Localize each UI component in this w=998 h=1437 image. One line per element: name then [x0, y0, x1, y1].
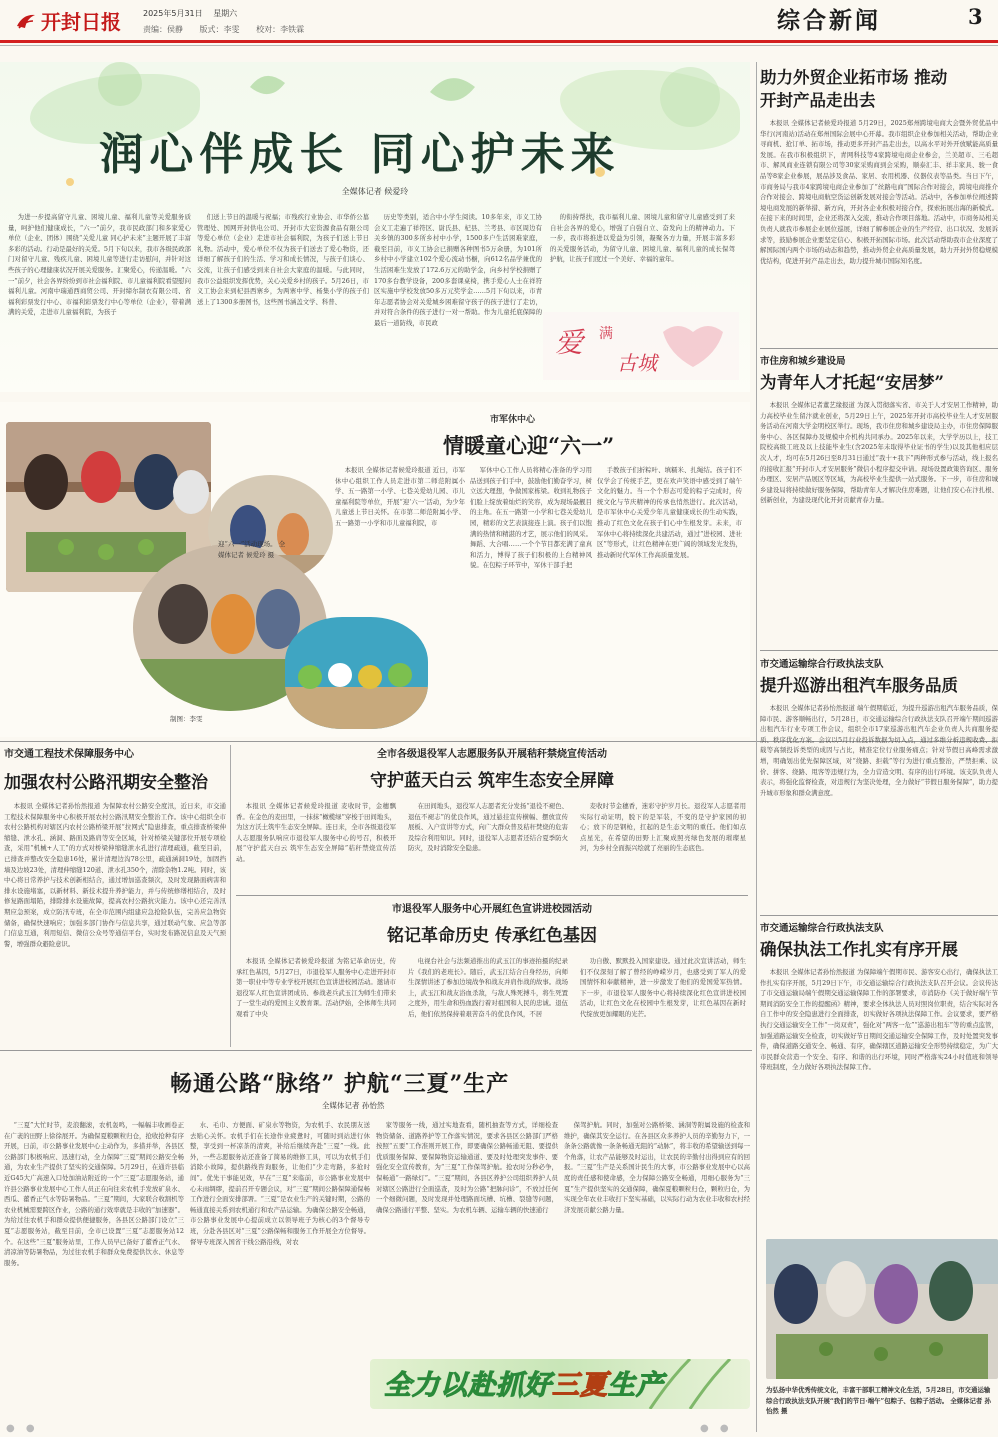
paragraph: 历史等类别，适合中小学生阅读。10多年来，市义工协会义工走遍了祥符区、尉氏县、杞县、兰考县、市区周边有关乡镇的300多所乡村中小学，1500多户生活困难家庭，截至目前，市义工协会已捐赠各种图书5万余册，为101所乡村中小学建立102个爱心流动书橱，向612名品学兼优的生活困难生发放了172.6万元的助学金，向乡村学校捐赠了170多台教学设备，200多套课桌椅，携手爱心人士在祥符区实施中学校发放50多万元奖学金……5月下旬以来，市青年志愿者协会对关爱城乡困难留守孩子的孩子进行了走访，并对符合条件的孩子进行一对一帮助。作为儿童托底保障的最后一道防线，市民政 [374, 213, 542, 327]
story-kicker: 全市各级退役军人志愿服务队开展秸秆禁烧宣传活动 [377, 749, 607, 760]
story-kicker: 市交通运输综合行政执法支队 [760, 659, 884, 670]
bottom-col-3 [376, 1120, 558, 1355]
story-col-3 [580, 956, 746, 1020]
paragraph: 军休中心工作人员将精心准备的学习用品送到孩子们手中，鼓励他们勤奋学习，树立远大理想，争做国家栋梁。收到礼物孩子们脸上绽放着灿烂的笑容，成为现场最靓目的主角。在五一路第一小学和七巷关爱幼儿园，精彩的文艺表演接连上演。孩子们以饱满的热情和精湛的才艺，展示他们的风采。舞蹈、大合唱……一个个节目都充满了童真和活力，博得了孩子们积极的上台精神风貌。在包粽子环节中，军休干部手把 [470, 466, 592, 570]
paragraph: 手教孩子们折粽叶、填糯米、扎绳结。孩子们不仅学会了传统手艺，更在欢声笑语中感受到了端午文化的魅力。当一个个形态可爱的粽子完成时，传统文化与节庆精神的传承也悄然进行。此次活动，是市军休中心关爱少年儿童健康成长的生动实践，推动了红色文化在孩子们心中生根发芽。未来，市军休中心将持续深化共建活动，通过“进校园、进社区”等形式，让红色精神在更广阔的领域发光发热，推动新时代军休工作高质量发展。 [597, 466, 742, 559]
editor: 责编：侯静 [143, 25, 183, 34]
story-col-2 [408, 801, 568, 854]
paragraph: 本报讯 全媒体记者候爱玲报道 为铭记革命历史，传承红色基因，5月27日，市退役军人服务中心走进开封市第一职业中等专业学校开展红色宣讲进校园活动。邀请市退役军人红色宣讲团成员、参战老兵武玉江为师生们带来了一堂生动的爱国主义教育课。活动伊始，全体师生共同观看了中央 [236, 957, 396, 1018]
divider [0, 1050, 752, 1051]
story-col-3 [580, 801, 746, 854]
designer: 版式：李雯 [199, 25, 240, 34]
bottom-col-1 [4, 1120, 184, 1420]
story-headline[interactable]: 铭记革命历史 传承红色基因 [387, 926, 597, 946]
logo-icon [15, 12, 37, 30]
svg-text:满: 满 [599, 326, 613, 342]
hero-headline[interactable]: 润心伴成长 同心护未来 [99, 129, 621, 180]
story-kicker: 市交通运输综合行政执法支队 [760, 923, 884, 934]
staff-credits [143, 24, 318, 35]
story-headline[interactable]: 为青年人才托起“安居梦” [760, 373, 944, 392]
proofreader: 校对：李铁霖 [256, 25, 305, 34]
story-body [4, 801, 226, 1091]
story-enforcement [760, 920, 998, 1222]
paragraph: 本报讯 全媒体记者候爱玲报道 近日，市军休中心组织工作人员走进市第二师范附属小学、五一路第一小学、七巷关爱幼儿园、市儿童福利院等单位，开展“迎‘六一’活动，为少年儿童送上节日关怀。在市第二师范附属小学、五一路第一小学和市儿童福利院，市 [335, 466, 465, 527]
photo-caption: 迎“六一”活动现场。 全媒体记者 候爱玲 摄 [218, 540, 286, 559]
svg-text:古城: 古城 [617, 351, 657, 375]
banner-part: 全力以赴抓好 [384, 1370, 552, 1401]
story-body [760, 118, 998, 371]
page-dots: ● ● [700, 1423, 733, 1434]
story-headline[interactable]: 提升巡游出租汽车服务品质 [760, 676, 958, 695]
paragraph: 们送上节日的温暖与祝福；市残疾行业协会、市华侨公墓管理处、国网开封供电公司、开封市大宏资源食品有限公司等爱心单位（企业）走进市社会福利院，为孩子们送上节日礼物。活动中，爱心单位不仅为孩子们送去了爱心物资，还详细了解孩子们的生活、学习和成长情况，与孩子们谈心、交流，让孩子们感受到来自社会大家庭的温暖。与此同时，我市公益组织发挥优势，关心关爱乡村的孩子。5月26日，市义工协会来到杞县西寨乡，为两寨中学、杨集小学的孩子们送上了1300多册图书，这些图书涵盖文学、科普、 [197, 213, 369, 306]
paragraph: 本报讯 全媒体记者孙怡然报道 为保障端午假期市民、游客安心出行，确保执法工作扎实有序开展，5月29日下午，市交通运输综合行政执法支队召开会议。会议传达了市交通运输局端午假期交通运输保障工作的部署要求，市消防办《关于做好端午节期间消防安全工作的提醒函》精神，要求全体执法人员对照岗位职责，结合实际对各自工作中的安全隐患进行全面排查，切实做好各项执法保障工作。会议要求，要严格执行交通运输安全工作“一岗双责”，强化对“两客一危”“巡游出租车”等的重点监管，加强道路运输安全检查，切实做好节日期间交通运输安全保障工作，及时处置突发事件，确保道路交通安全、畅通、有序，确保辖区道路运输安全形势持续稳定，为广大市民群众营造一个安全、有序、和谐的出行环境，同时严格落实24小时值班和领导带班制度，全力做好各项执法保障工作。 [760, 968, 998, 1072]
bottom-col-4 [564, 1120, 750, 1355]
story-col-2 [408, 956, 568, 1020]
paragraph: 麦收时节金穗香，迷彩守护岁月长。退役军人志愿者用实际行动证明，脱下的是军装，不变的是守护家园的初心；放下的是钢枪，扛起的是生态文明的重任。他们如点点星光，在希望的田野上汇聚成照亮绿色发展的璀璨星河，为乡村全面振兴绘就了亮丽的生态底色。 [580, 802, 746, 853]
story-taxi-service [760, 656, 998, 913]
paragraph: 本报讯 全媒体记者候爱玲报道 5月29日，2025郑州跨境电商大会暨外贸优品中华行(河南站)活动在郑州国际会展中心开幕。我市组织企业参加相关活动，帮助企业寻商机、抢订单、拓市场，推动更多开封产品走出去，以高水平对外开放赋能高质量发展。在我市积极组织下，青网科技等4家跨境电商企业参会，兰美超市、三毛超市、解风商业连锁有限公司等30家采购商到会采购，顺泰汇丰、祥丰家具、骏一食品等8家企业参展，展品涉及食品、家居、农用机器、仪器仪表等品类。当日下午，市商务局与我市4家跨境电商企业参加了“丝路电商”国际合作对接会，跨境电商推介合作对接会、跨境电商航空货运创新发展对接会等活动。活动中，各参加单位阐述跨境电商发展的新举措、新方向，开封各企业积极对接合作，探索拓展出海的新模式。在接下来的时间里，企业还将深入交流，推动合作项目落地。活动中，市商务局相关负责人就我市参展企业展位巡展，详细了解参展企业的生产经营、出口状况、发展诉求等，鼓励参展企业要坚定信心、积极开拓国际市场。此次活动帮助我市企业深度了解国际国内两个市场的动态和趋势，推动外贸企业高质量发展，助力开封外贸稳规模优结构，促进开封产品走出去，助力提升城市国际知名度。 [760, 119, 998, 265]
date: 2025年5月31日 [143, 9, 203, 18]
newspaper-logo[interactable] [15, 6, 121, 35]
hero-col-3 [374, 212, 542, 329]
divider [230, 745, 231, 1047]
love-city-stamp [543, 312, 739, 380]
story-col-2 [470, 465, 592, 571]
paragraph: 家等服务一线，通过实地查看，随机抽查等方式，详细检查物资储备、道路养护等工作落实情况，要求各县区公路部门严格按照“五要”工作准则开展工作，即要确保公路畅通无阻、要提供优质服务保障、要保障物资运输通道、要及时处理突发事件、要强化安全宣传教育，为“三夏”工作保驾护航。抢农时分秒必争，保畅通“一路绿灯”。“三夏”期间，各县区养护公司组织养护人员对辖区公路进行全面巡查，及时为公路“把脉问诊”，不放过任何一个细微问题，及时发现并处理路面坑槽、坑槽、裂缝等问题，确保公路通行平整、坚实。为农机车辆、运输车辆的快速通行 [376, 1121, 558, 1214]
story-headline[interactable]: 守护蓝天白云 筑牢生态安全屏障 [370, 771, 614, 791]
hero-col-2 [197, 212, 369, 307]
story-col-1 [236, 801, 396, 865]
paragraph: 本报讯 全媒体记者董艺缘报道 为深入贯彻落实省、市关于人才安居工作精神，助力高校毕业生留汴就业创业，5月29日上午，2025年开封市高校毕业生人才安居服务活动在河南大学金明校区举行。现场，我市住房和城乡建设局主办，市住房保障服务中心、各区保障办及规模中介机构共同承办。2025年以来，大学学历以上，技工院校高级工班及以上技能毕业生(含2025年未取得毕业证书的学生)以及其他相应层次人才，均可在5月26日至8月31日通过“我十+我下”两种形式参与活动，线上报名的接收汇报“开封市人才安居服务”微信小程序提交申请。现场设置政策咨询区、服务办理区、安居产品展区等区域，为高校毕业生提供一站式服务。下一步，市住房和城乡建设局将持续做好服务保障，帮助青年人才解决住房难题，让他们安心在汴扎根、创新创业，为建设现代化开封贡献青春力量。 [760, 401, 998, 505]
story-kicker: 市住房和城乡建设局 [760, 356, 846, 367]
hero-feature [0, 62, 750, 392]
paragraph: 为进一步提高留守儿童、困境儿童、福利儿童等关爱服务质量，呵护他们健康成长，“六一”前夕，我市民政部门和多家爱心单位（企业、团体）围绕“关爱儿童 同心护未来”主题开展了丰富多彩的活动。行动是最好的关爱。5月下旬以来，我市各级民政部门对留守儿童、残疾儿童、困境儿童等进行走访慰问，并针对这些孩子的心理健康状况开展关爱服务。汇聚爱心，传递温暖。“六一”前夕，社会各界纷纷到市社会福利院、市儿童福利院看望慰问福利儿童。河南中瑞通西商贸公司、开封缔尔制衣有限公司、省福利彩票发行中心、市福利彩票发行中心等单位（企业），带着满满的关爱，走进市儿童福利院，为孩子 [8, 213, 192, 317]
paragraph: 本报讯 全媒体记者孙怡然报道 端午假期临近，为提升巡游出租汽车服务品质，保障市民、游客顺畅出行，5月28日，市交通运输综合行政执法支队召开端午期间巡游出租汽车行业专项工作会议，组织全市17家巡游出租汽车企业负责人共商服务提质、秩序优化方案。会议以5月行业投诉数据为切入点，通过多维分析违规收费、拒载等高频投诉类型的成因与占比，精准定位行业服务痛点；针对节假日高峰需求激增，明确划出优先保障区域，对“绕路、拒载”等行为进行重点整治，严禁拒乘、议价、拼客、绕路、甩客等违规行为，全力营造文明、有序的出行环境。该支队负责人表示，将强化监督检查，对违规行为坚决处理，全力做好“节假日服务保障”，助力提升城市形象和群众满意度。 [760, 704, 998, 797]
paragraph: “三夏”大忙时节，麦浪翻滚，农机轰鸣，一幅幅丰收画卷正在广袤的田野上徐徐展开。为确保夏粮颗粒归仓，抢收抢种有序开展，日前，市公路事业发展中心主动作为，多措并举，各县区公路部门积极响应、迅速行动，全力保障“三夏”期间公路安全畅通，为农业生产提供了坚实的交通保障。5月29日，在通许县临近G45大广高速入口处加油站附近的一个“三夏”志愿服务站，通许县公路事业发展中心工作人员正在向往来农机手发放矿泉水、西瓜、藿香正气水等防暑物品。“三夏”期间，大家联合收割机等农业机械需要跨区作业，公路的通行效率就是丰收的“加速器”。为给过往农机手和群众提供便捷服务，各县区公路部门设立“三夏”志愿服务站，截至目前，全市已设置“三夏”志愿服务站12个。在这些“三夏”服务站里，工作人员早已备好了藿香正气水、清凉油等防暑物品，为过往农机手和群众免费提供饮水、休息等服务。 [4, 1121, 184, 1267]
paragraph: 功自傲、默默投入国家建设。通过此次宣讲活动，师生们不仅深刻了解了曾经的峥嵘岁月，也感受到了军人的爱国情怀和奉献精神，进一步激发了他们的爱国爱军热情。下一步，市退役军人服务中心将持续深化红色宣讲进校园活动，让红色文化在校园中生根发芽，让红色基因在新时代绽放更加耀眼的光芒。 [580, 957, 746, 1018]
masthead [0, 0, 998, 60]
banner-slogan [384, 1363, 664, 1402]
story-body [760, 967, 998, 1222]
story-kicker: 市交通工程技术保障服务中心 [4, 749, 134, 760]
divider [236, 895, 748, 896]
story-col-1 [236, 956, 396, 1020]
story-col-3 [597, 465, 742, 560]
hero-byline: 全媒体记者 候爱玲 [341, 187, 409, 196]
issue-date [143, 8, 237, 19]
paragraph: 保驾护航。同时，加强对公路桥梁、涵洞等附属设施的检查和维护，确保其安全运行。在各县区众多养护人员的辛勤努力下，一条条公路就像一条条畅通无阻的“动脉”，将丰收的希望输送到每一个角落，让农产品能够及时运出，让农民的辛勤付出得到应有的回报。“三夏”生产是关系国计民生的大事，市公路事业发展中心以高度的责任感和使命感，全力保障公路安全畅通，用细心服务为“三夏”生产提供坚实的交通保障，确保夏粮颗粒归仓，颗粒归仓，为实现全年农业丰收打下坚实基础，以实际行动为农业丰收和农村经济发展贡献公路力量。 [564, 1121, 750, 1214]
story-road-flood [4, 745, 226, 1091]
header-rule-thin [0, 45, 998, 46]
story-headline[interactable]: 加强农村公路汛期安全整治 [4, 773, 208, 793]
page-dots: ● ● [6, 1423, 39, 1434]
paragraph: 的衔持帮扶，我市福利儿童、困境儿童和留守儿童感受到了来自社会各界的爱心，增强了自强自立、奋发向上的精神动力。下一步，我市将推进以爱益为引领，凝聚各方力量，开展丰富多彩的关爱服务活动，为留守儿童、困境儿童、福利儿童的成长保驾护航，让孩子们度过一个美好、幸福的童年。 [550, 213, 735, 264]
story-headline[interactable]: 确保执法工作扎实有序开展 [760, 940, 958, 959]
paragraph: 电视台社会与法频道推出的武玉江的事迹拍摄的纪录片《我们的老班长》。随后，武玉江结合自身经历，向师生深情讲述了参加边境战争和战友并肩作战的故事。战场上，武玉江和战友浴血杀敌，与敌人殊死搏斗，将生死置之度外，用生命和热血践行着对祖国和人民的忠诚。退伍后，他们依然保持着艰苦奋斗的优良作风，不居 [408, 957, 568, 1018]
story-talent-housing [760, 353, 998, 650]
story-body [760, 703, 998, 913]
header-rule [0, 40, 998, 43]
bottom-col-2 [190, 1120, 370, 1420]
story-foreign-trade [760, 66, 998, 371]
paragraph: 在田间地头，退役军人志愿者充分发扬“退役不褪色、退伍不褪志”的优良作风，通过悬挂宣传横幅、摆放宣传展板、入户宣讲等方式，向广大群众普及秸秆焚烧的危害及综合利用知识。同时，退役军人志愿者还结合夏季防火防灾，及时消除安全隐患。 [408, 802, 568, 853]
paragraph: 本报讯 全媒体记者候爱玲报道 麦收时节，金穗飘香。在金色的麦田里，一抹抹“橄榄绿”穿梭于田间地头，为这方沃土筑牢生态安全屏障。连日来，全市各级退役军人志愿服务队响应市退役军人服务中心的号召，积极开展“守护蓝天白云 筑牢生态安全屏障”秸秆禁烧宣传活动。 [236, 802, 396, 863]
svg-text:爱: 爱 [555, 326, 584, 359]
weekday: 星期六 [213, 9, 238, 18]
photo-zongzi-making[interactable] [766, 1239, 998, 1379]
story-col-1 [335, 465, 465, 529]
divider [760, 915, 998, 916]
summer-harvest-banner [370, 1359, 750, 1409]
bottom-byline: 全媒体记者 孙怡然 [322, 1101, 385, 1110]
page-number: 3 [968, 4, 983, 29]
divider [760, 650, 998, 651]
photo-caption: 为弘扬中华优秀传统文化，丰富干部职工精神文化生活，5月28日，市交通运输综合行政执法支队开展“我们的节日·端午”包粽子、包粽子活动。 全媒体记者 孙怡然 摄 [766, 1386, 991, 1415]
story-headline[interactable]: 情暖童心迎“六一” [443, 433, 615, 458]
bottom-headline[interactable]: 畅通公路“脉络” 护航“三夏”生产 [170, 1071, 510, 1097]
photo-kids-performance[interactable] [285, 617, 428, 729]
divider [756, 62, 757, 1432]
paragraph: 水、毛巾、方便面、矿泉水等物资，为农机手、农民朋友送去贴心关怀。农机手们在长途作业疲惫时，可随时到站进行休整，享受到一杯凉茶的清爽，补给后继续奔赴“三夏”一线。此外，一些志愿服务站还准备了简易的维修工具，可以为农机手们消除小故障，提供路线咨询服务，让他们“少走弯路，多抢时间”。优先干事能见效，早在“三夏”来临前，市公路事业发展中心未雨绸缪，提前召开专题会议，对“三夏”期间公路保障通保畅工作进行全面安排部署。“三夏”是农业生产的关键时期，公路的畅通直接关系到农机通行和农产品运输。为确保公路安全畅通，市公路事业发展中心提前成立以领导班子为核心的3个督导专班，分赴各县区对“三夏”公路保畅和服务工作开展全方位督导。督导专班深入国省干线公路沿线，对农 [190, 1121, 370, 1246]
banner-highlight: 三夏 [552, 1370, 608, 1401]
story-veterans-children [0, 402, 750, 737]
story-kicker: 市退役军人服务中心开展红色宣讲进校园活动 [392, 904, 592, 915]
story-headline[interactable]: 助力外贸企业拓市场 推动开封产品走出去 [760, 68, 948, 110]
banner-part: 生产 [608, 1370, 664, 1401]
photo-credit: 制图：李雯 [170, 715, 203, 723]
story-body [760, 400, 998, 650]
hero-col-1 [8, 212, 191, 318]
paragraph: 本报讯 全媒体记者孙怡然报道 为保障农村公路安全度汛，近日来，市交通工程技术保障服务中心积极开展农村公路汛期安全整治工作。该中心组织全市农村公路机构对辖区内农村公路桥梁开展“拉网式”隐患排查，重点排查桥梁伸缩缝、泄水孔、涵洞、路面及路肩等安全区域，针对桥梁关键部位开展专项检查，采用“机械+人工”的方式对桥梁伸缩缝泄水孔进行清理疏通，截至目前，已排查并整改安全隐患16处，累计清理边沟78公里，疏通涵洞19处，加固挡墙及边坡23处，清理伸缩缝120道、泄水孔350个，清除杂物1.2吨。同时，该中心将日常养护与技术创新相结合，通过增加巡查频次，及时发现路面病害和排水设施堵塞，以新材料、新技术提升养护能力，并与传统修缮相结合，及时修复路面塌陷，排除排水设施故障，提高农村公路抗灾能力。该中心还完善汛期应急预案，成立防汛专班，在全市范围内组建应急抢险队伍，完善应急物资储备，确保快速响应；加强多部门协作与信息共享，通过联动气象、应急等部门信息互通，利用短信、微信公众号等通信平台，实时发布路况信息及天气预警，增强群众避险意识。 [4, 802, 226, 948]
section-name: 综合新闻 [777, 7, 881, 34]
story-red-lecture [236, 900, 748, 1081]
story-kicker: 市军休中心 [490, 415, 536, 425]
hero-col-4 [550, 212, 735, 265]
logo-text: 开封日报 [41, 10, 121, 34]
divider [760, 348, 998, 349]
